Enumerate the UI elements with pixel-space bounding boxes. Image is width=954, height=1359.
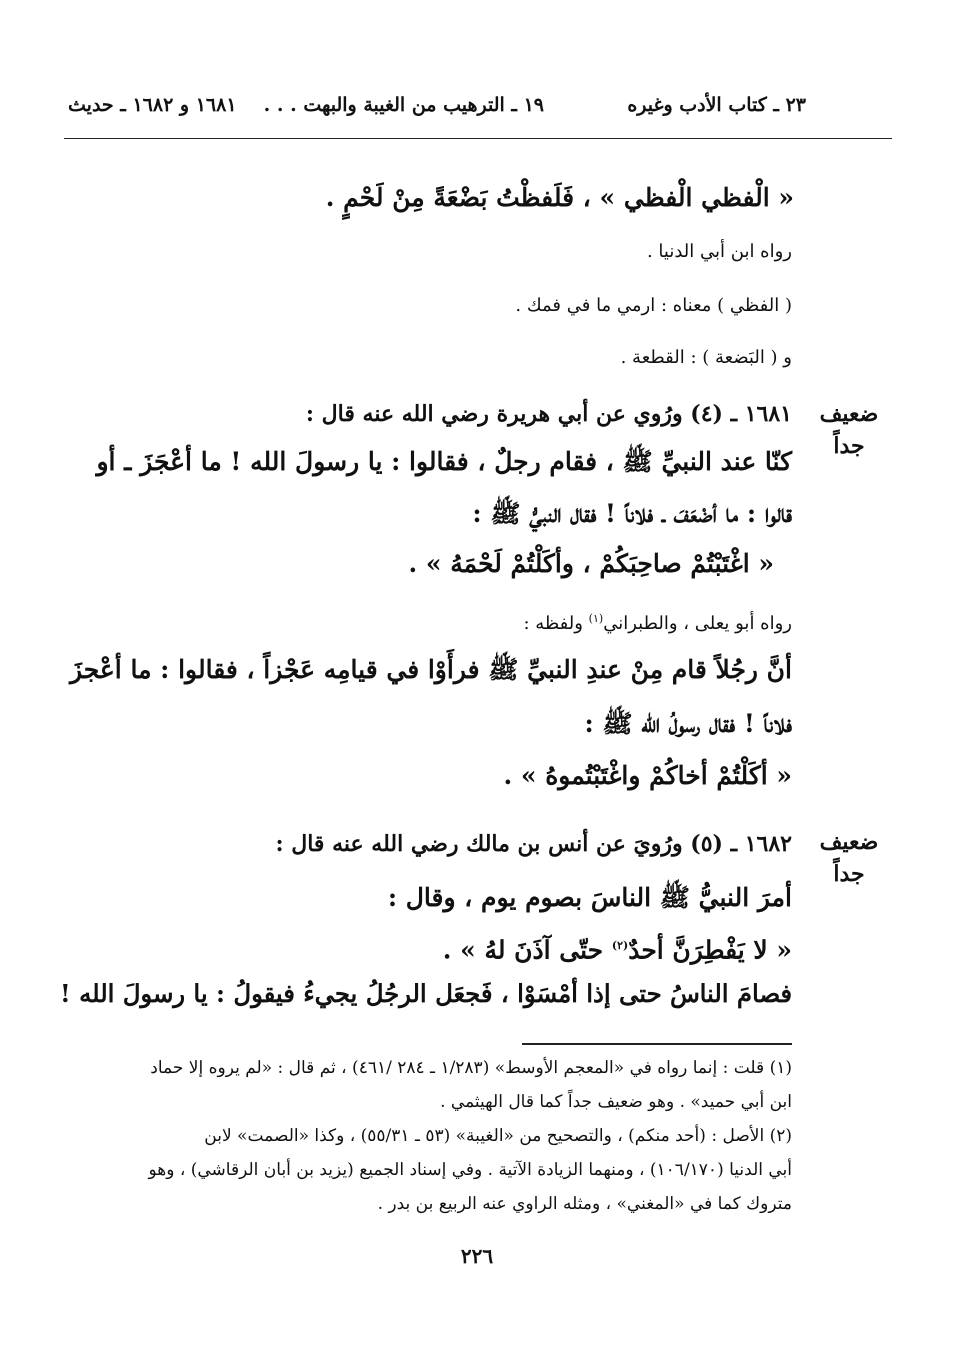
text-line: « الْفظي الْفظي » ، فَلَفظْتُ بَضْعَةً مِنْ لَحْمٍ . — [325, 183, 794, 212]
footnote-ref-2[interactable]: (٢) — [611, 939, 629, 952]
header-chapter: ٢٣ ـ كتاب الأدب وغيره — [627, 94, 806, 116]
header-hadith-range: ١٦٨١ و ١٦٨٢ ـ حديث — [68, 94, 237, 116]
text-line-content: كنّا عند النبيِّ ﷺ ، فقام رجلٌ ، فقالوا : يا رسولَ الله ! ما أعْجَزَ ـ أو — [96, 447, 792, 476]
footnote-1-line: ابن أبي حميد» . وهو ضعيف جداً كما قال الهيثمي . — [440, 1092, 792, 1112]
text-line: « اغْتَبْتُمْ صاحِبَكُمْ ، وأكَلْتُمْ لَحْمَهُ » . — [408, 549, 774, 578]
grade-word: ضعيف — [819, 401, 879, 427]
footnote-2-line: أبي الدنيا (١٠٦/١٧٠) ، ومنهما الزيادة الآتية . وفي إسناد الجميع (يزيد بن أبان الرقاشي) ، وهو — [148, 1160, 792, 1180]
hadith-1682-intro: ١٦٨٢ ـ (٥) ورُويَ عن أنس بن مالك رضي الله عنه قال : — [275, 831, 792, 857]
source-text: ولفظه : — [523, 613, 589, 634]
text-segment: « لا يَفْطِرَنَّ أحدٌ — [628, 935, 792, 965]
text-line: قالوا : ما أضْعَفَ ـ فلاناً ! فقال النبيُّ ﷺ : — [472, 499, 792, 528]
footnote-2-line: متروك كما في «المغني» ، ومثله الراوي عنه الربيع بن بدر . — [377, 1194, 792, 1214]
footnote-1-line: (١) قلت : إنما رواه في «المعجم الأوسط» (١/٢٨٣ ـ ٢٨٤ /٤٦١) ، ثم قال : «لم يروه إلا حماد — [150, 1058, 792, 1078]
text-line: أنَّ رجُلاً قام مِنْ عندِ النبيِّ ﷺ فرأَوْا في قيامِه عَجْزاً ، فقالوا : ما أعْجزَ — [69, 655, 792, 684]
text-segment: حتّى آذَنَ لهُ » . — [442, 935, 612, 965]
hadith-1681-intro: ١٦٨١ ـ (٤) ورُوي عن أبي هريرة رضي الله عنه قال : — [305, 401, 792, 427]
text-line: رواه ابن أبي الدنيا . — [646, 241, 792, 262]
page-number: ٢٢٦ — [460, 1244, 494, 1268]
grade-word: ضعيف — [819, 829, 879, 855]
text-line: فصامَ الناسُ حتى إذا أمْسَوْا ، فَجعَل الرجُلُ يجيءُ فيقولُ : يا رسولَ الله ! — [60, 979, 792, 1008]
footnote-2-line: (٢) الأصل : (أحد منكم) ، والتصحيح من «الغيبة» (٥٣ ـ ٥٥/٣١) ، وكذا «الصمت» لابن — [204, 1126, 792, 1146]
header-section: ١٩ ـ الترهيب من الغيبة والبهت . . . — [263, 94, 544, 116]
text-line: و ( البَضعة ) : القطعة . — [620, 347, 792, 368]
grade-note-1681 — [814, 398, 884, 462]
grade-note-1682 — [814, 826, 884, 890]
text-line — [523, 605, 792, 638]
text-line: ( الفظي ) معناه : ارمي ما في فمك . — [515, 295, 792, 316]
header-divider — [64, 138, 892, 139]
text-line: « أكَلْتُمْ أخاكُمْ واغْتَبْتُموهُ » . — [503, 761, 792, 790]
footnote-ref-1[interactable]: (١) — [588, 612, 604, 625]
grade-word: جداً — [833, 433, 865, 459]
text-line — [62, 444, 792, 480]
text-line: فلاناً ! فقال رسولُ الله ﷺ : — [584, 709, 792, 738]
text-line — [443, 928, 792, 968]
text-line: أمرَ النبيُّ ﷺ الناسَ بصوم يوم ، وقال : — [387, 883, 792, 912]
grade-word: جداً — [833, 861, 865, 887]
source-text: رواه أبو يعلى ، والطبراني — [603, 613, 792, 634]
footnote-divider — [522, 1043, 792, 1045]
